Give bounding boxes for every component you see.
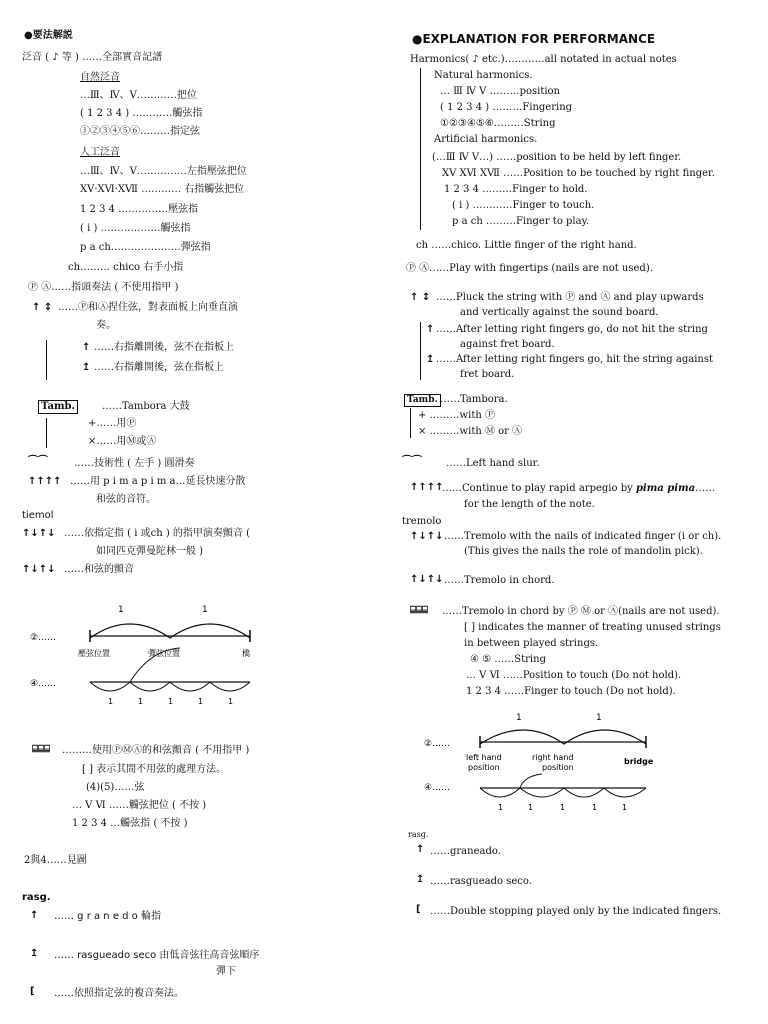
- pluck-line-2-en: and vertically against the sound board.: [460, 307, 659, 318]
- fig-tick-4: 1: [198, 697, 204, 706]
- graneado-arrow-icon-en: ↑: [416, 844, 425, 855]
- chord-tremolo-line-4: … Ⅴ Ⅵ ……觸弦把位 ( 不按 ): [72, 800, 207, 811]
- rasgueado-arrow-icon: ↥: [30, 948, 39, 959]
- artificial-heading-en: Artificial harmonics.: [434, 134, 538, 145]
- up-arrow-icon: ↑: [82, 342, 91, 353]
- up-arrow-icon-en: ↑: [426, 324, 435, 335]
- graneado-line: …… g r a n e d o 輪指: [54, 911, 161, 922]
- tambora-p-line: +……用Ⓟ: [88, 418, 137, 429]
- natural-string-en: ①②③④⑤⑥………String: [440, 118, 556, 129]
- chord-tremolo-icon: ⌸⌸⌸: [32, 744, 50, 755]
- arpeggio-line-2: 和弦的音符。: [96, 494, 156, 505]
- fig-tick-5: 1: [228, 697, 234, 706]
- artificial-touch-line: ( i ) ………………觸弦指: [80, 223, 191, 234]
- chord-tremolo-line-6-en: 1 2 3 4 ……Finger to touch (Do not hold).: [466, 686, 676, 697]
- fig-tick-2-en: 1: [528, 803, 534, 812]
- fig-tick-1: 1: [108, 697, 114, 706]
- english-title: ●EXPLANATION FOR PERFORMANCE: [412, 32, 656, 46]
- up-arrow-bar-icon: ↥: [82, 362, 91, 373]
- pluck-line-2: 奏。: [96, 320, 116, 331]
- tambora-en: ……Tambora.: [440, 394, 508, 405]
- fig-top-label-1-en: 1: [516, 713, 522, 723]
- artificial-touch-position-line: ⅩⅤ·ⅩⅥ·ⅩⅦ ………… 右指觸弦把位: [80, 184, 245, 195]
- fig-right-pos-label: 彈弦位置: [148, 649, 180, 658]
- artificial-position-line: …Ⅲ、Ⅳ、Ⅴ……………左指壓弦把位: [80, 166, 247, 177]
- fig-left-pos-label-1-en: left hand: [466, 753, 502, 762]
- chico-en: ch ……chico. Little finger of the right hand.: [416, 240, 637, 251]
- natural-harmonics-heading: 自然泛音: [80, 72, 120, 83]
- after-brace-en: [420, 322, 421, 380]
- tambora-p-en: + ………with Ⓟ: [418, 410, 495, 421]
- harmonics-heading: 泛音 ( ♪ 等 ) ……全部實音記譜: [22, 52, 163, 63]
- artificial-touch-position-en: ⅩⅤ ⅩⅥ ⅩⅦ ……Position to be touched by right finger.: [442, 168, 715, 179]
- chord-tremolo-line-5-en: … Ⅴ Ⅵ ……Position to touch (Do not hold).: [466, 670, 682, 681]
- see-figure-line: 2與4……見圖: [24, 855, 87, 866]
- pluck-line-1-en: ……Pluck the string with Ⓟ and Ⓐ and play upwards: [436, 292, 704, 303]
- natural-fingering-line: ( 1 2 3 4 ) …………觸弦指: [80, 108, 203, 119]
- tremolo-line-1-en: ……Tremolo with the nails of indicated finger (i or ch).: [444, 531, 722, 542]
- tambora-x-line: ×……用Ⓜ或Ⓐ: [88, 436, 157, 447]
- fingertip-line: Ⓟ Ⓐ……指頭奏法 ( 不使用指甲 ): [28, 282, 179, 293]
- fig-left-pos-label-2-en: position: [468, 763, 500, 772]
- harmonics-brace-en: [420, 68, 421, 230]
- tremolo-chord-en: ……Tremolo in chord.: [444, 575, 555, 586]
- chord-tremolo-line-3: (4)(5)……弦: [86, 782, 145, 793]
- fingertip-en: Ⓟ Ⓐ……Play with fingertips (nails are not used).: [406, 263, 653, 274]
- chord-tremolo-line-2: [ ] 表示其間不用弦的處理方法。: [82, 764, 227, 775]
- tremolo-line-2: 如同匹克彈曼陀林一般 ): [96, 546, 204, 557]
- fig-tick-5-en: 1: [622, 803, 628, 812]
- harmonics-heading-en: Harmonics( ♪ etc.)…………all notated in actual notes: [410, 54, 677, 65]
- fig-top-label-1: 1: [118, 605, 124, 615]
- arpeggio-dots-en: ……: [695, 483, 716, 494]
- rasgueado-line: …… rasgueado seco 由低音弦往高音弦順序: [54, 950, 260, 961]
- tambora-line: ……Tambora 大鼓: [102, 401, 190, 412]
- fig-string-2-label-en: ②……: [424, 739, 451, 749]
- tamb-box: Tamb.: [38, 400, 78, 414]
- tremolo-icon-en: ↑↓↑↓: [410, 531, 444, 542]
- fig-right-pos-label-1-en: right hand: [532, 753, 574, 762]
- natural-heading-en: Natural harmonics.: [434, 70, 533, 81]
- after-line-1b-en: against fret board.: [460, 339, 555, 350]
- chord-tremolo-line-5: 1 2 3 4 …觸弦指 ( 不按 ): [72, 818, 188, 829]
- tamb-brace-en: [410, 408, 411, 438]
- double-stop-bracket-icon: [: [30, 986, 35, 997]
- tremolo-chord-icon-en: ↑↓↑↓: [410, 574, 444, 585]
- rasgueado-en: ……rasgueado seco.: [430, 876, 532, 887]
- double-stop-bracket-icon-en: [: [416, 904, 421, 915]
- tambora-x-en: × ………with Ⓜ or Ⓐ: [418, 426, 523, 437]
- chord-tremolo-line-1-en: ……Tremolo in chord by Ⓟ Ⓜ or Ⓐ(nails are not used).: [442, 606, 720, 617]
- tamb-box-en: Tamb.: [404, 394, 441, 407]
- chord-tremolo-icon-en: ⌸⌸⌸: [410, 605, 428, 616]
- tremolo-icon: ↑↓↑↓: [22, 528, 56, 539]
- slur-line: ……技術性 ( 左手 ) 圓滑奏: [74, 458, 195, 469]
- tremolo-label-en: tremolo: [402, 516, 442, 527]
- pluck-arrow-icon: ↑ ↕: [32, 302, 53, 313]
- arpeggio-line-1: ……用 p i m a p i m a…延長快速分散: [70, 476, 246, 487]
- fig-string-4-label: ④……: [30, 679, 57, 689]
- fig-bottom-slurs-en: [480, 788, 646, 797]
- tremolo-line-2-en: (This gives the nails the role of mandolin pick).: [464, 546, 703, 557]
- fig-tick-3: 1: [168, 697, 174, 706]
- fig-connector-en: [520, 774, 542, 788]
- fig-bridge-label-en: bridge: [624, 757, 654, 766]
- fig-top-label-2-en: 1: [596, 713, 602, 723]
- after-line-1-en: ……After letting right fingers go, do not hit the string: [436, 324, 708, 335]
- tamb-brace: [46, 418, 47, 448]
- chord-tremolo-line-1: ………使用ⓅⓂⒶ的和弦顫音 ( 不用指甲 ): [62, 745, 250, 756]
- double-stop-line: ……依照指定弦的複音奏法。: [54, 988, 184, 999]
- double-stop-en: ……Double stopping played only by the indicated fingers.: [430, 906, 722, 917]
- fig-bottom-slurs: [90, 682, 250, 691]
- after-line-2-en: ……After letting right fingers go, hit the string against: [436, 354, 713, 365]
- artificial-play-en: p a ch ………Finger to play.: [452, 216, 590, 227]
- fig-bridge-label: 橋: [242, 649, 250, 658]
- tremolo-chord-line: ……和弦的顫音: [64, 564, 134, 575]
- arpeggio-icon: ↑↑↑↑: [28, 476, 62, 487]
- slur-icon: ⌒⌒: [28, 456, 48, 467]
- slur-en: ……Left hand slur.: [446, 458, 540, 469]
- graneado-en: ……graneado.: [430, 846, 501, 857]
- fig-tick-4-en: 1: [592, 803, 598, 812]
- fig-string-2-label: ②……: [30, 633, 57, 643]
- pluck-line-1: ……Ⓟ和Ⓐ捏住弦，對表面板上向垂直演: [58, 302, 238, 313]
- pluck-arrow-icon-en: ↑ ↕: [410, 292, 431, 303]
- up-arrow-bar-icon-en: ↥: [426, 354, 435, 365]
- chico-line: ch……… chico 右手小指: [68, 262, 184, 273]
- artificial-hold-line: 1 2 3 4 ……………壓弦指: [80, 204, 199, 215]
- artificial-position-en: (…Ⅲ Ⅳ Ⅴ…) ……position to be held by left finger.: [432, 152, 682, 163]
- artificial-play-line: p a ch…………………彈弦指: [80, 242, 211, 253]
- chinese-title: ●要法解説: [24, 30, 73, 41]
- fig-top-label-2: 1: [202, 605, 208, 615]
- arpeggio-line-1-en: [442, 483, 715, 495]
- fig-tick-1-en: 1: [498, 803, 504, 812]
- fig-left-pos-label: 壓弦位置: [78, 649, 110, 658]
- rasg-label-en: rasg.: [408, 830, 429, 839]
- after-brace: [46, 340, 47, 380]
- fig-string-4-label-en: ④……: [424, 783, 451, 793]
- natural-position-line: …Ⅲ、Ⅳ、Ⅴ…………把位: [80, 90, 197, 101]
- natural-string-line: ①②③④⑤⑥………指定弦: [80, 126, 200, 137]
- string-position-diagram: [30, 600, 290, 710]
- arpeggio-text-en: ……Continue to play rapid arpegio by: [442, 483, 633, 494]
- tremolo-label: tiemol: [22, 510, 54, 521]
- arpeggio-line-2-en: for the length of the note.: [464, 499, 595, 510]
- chord-tremolo-line-3-en: in between played strings.: [464, 638, 599, 649]
- tremolo-line-1: ……依指定指 ( i 或ch ) 的指甲演奏顫音 (: [64, 528, 251, 539]
- rasgueado-line-2: 彈下: [216, 966, 236, 977]
- fig-tick-3-en: 1: [560, 803, 566, 812]
- after-line-2: ……右指離開後，弦在指板上: [94, 362, 224, 373]
- arpeggio-icon-en: ↑↑↑↑: [410, 482, 444, 493]
- slur-icon-en: ⌒⌒: [402, 456, 422, 467]
- rasg-label: rasg.: [22, 892, 51, 903]
- fig-tick-2: 1: [138, 697, 144, 706]
- chord-tremolo-line-4-en: ④ ⑤ ……String: [470, 654, 546, 665]
- chord-tremolo-line-2-en: [ ] indicates the manner of treating unused strings: [464, 622, 721, 633]
- after-line-2b-en: fret board.: [460, 369, 515, 380]
- fig-right-pos-label-2-en: position: [542, 763, 574, 772]
- artificial-hold-en: 1 2 3 4 ………Finger to hold.: [444, 184, 588, 195]
- natural-position-en: … Ⅲ Ⅳ Ⅴ ………position: [440, 86, 560, 97]
- natural-fingering-en: ( 1 2 3 4 ) ………Fingering: [440, 102, 573, 113]
- artificial-touch-en: ( i ) …………Finger to touch.: [452, 200, 595, 211]
- rasgueado-arrow-icon-en: ↥: [416, 874, 425, 885]
- tremolo-chord-icon: ↑↓↑↓: [22, 564, 56, 575]
- graneado-arrow-icon: ↑: [30, 910, 39, 921]
- after-line-1: ……右指離開後，弦不在指板上: [94, 342, 234, 353]
- string-position-diagram-en: [424, 708, 704, 818]
- arpeggio-pima-en: pima pima: [635, 483, 696, 494]
- artificial-harmonics-heading: 人工泛音: [80, 147, 120, 158]
